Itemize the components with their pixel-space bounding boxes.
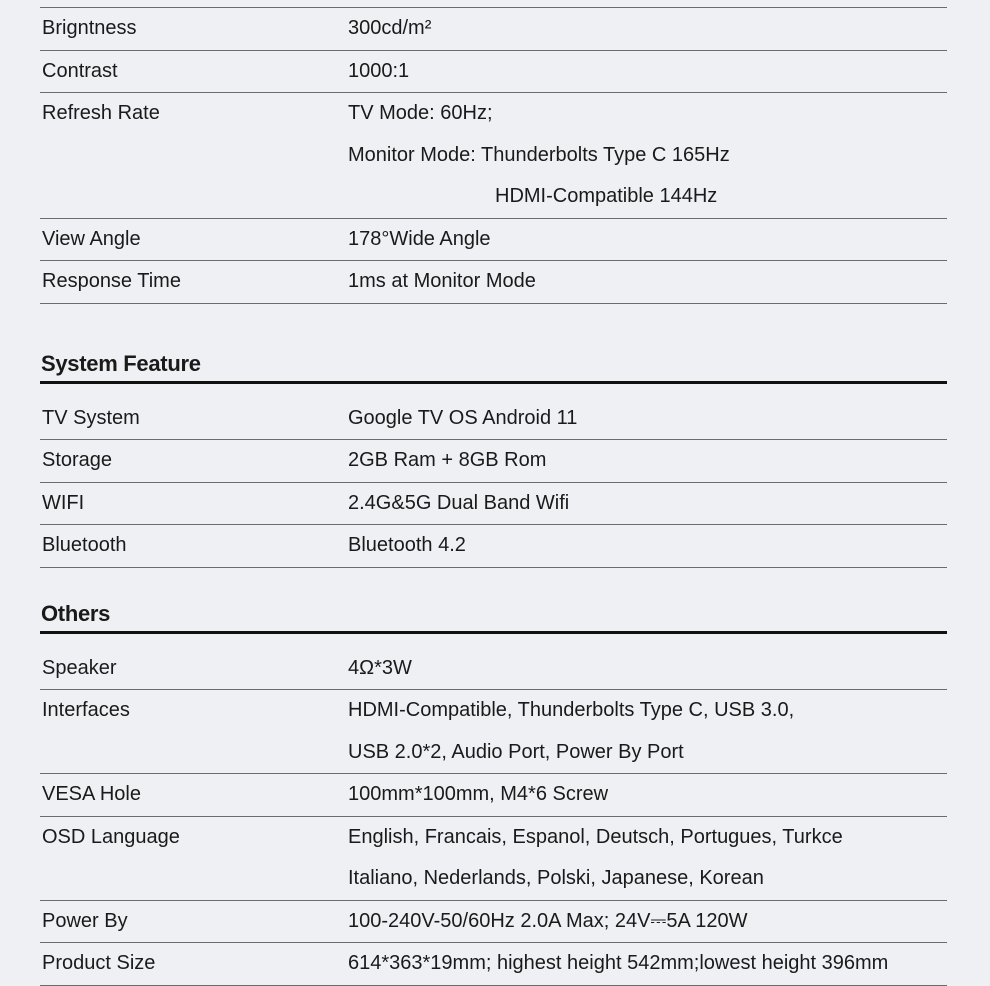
spec-values bbox=[348, 261, 947, 303]
spec-label: VESA Hole bbox=[42, 783, 141, 805]
spec-value: 614*363*19mm; highest height 542mm;lowest height 396mm bbox=[348, 952, 889, 974]
spec-value: 4Ω*3W bbox=[348, 656, 412, 679]
spec-row-product-size bbox=[40, 943, 947, 986]
spec-value: 178°Wide Angle bbox=[348, 227, 491, 250]
spec-value: TV Mode: 60Hz; bbox=[348, 102, 493, 124]
spec-value: 100-240V-50/60Hz 2.0A Max; 24V⎓5A 120W bbox=[348, 909, 748, 932]
spec-value: Italiano, Nederlands, Polski, Japanese, Korean bbox=[348, 867, 764, 889]
section-title-others: Others bbox=[40, 595, 947, 634]
spec-row-tv-system bbox=[40, 398, 947, 441]
spec-values bbox=[348, 483, 947, 525]
spec-label: TV System bbox=[42, 406, 140, 429]
spec-label: Refresh Rate bbox=[42, 102, 160, 124]
spec-values bbox=[348, 440, 947, 482]
spec-value: 100mm*100mm, M4*6 Screw bbox=[348, 783, 609, 805]
spec-row-speaker bbox=[40, 648, 947, 691]
spec-label: WIFI bbox=[42, 491, 85, 514]
spec-label: Bluetooth bbox=[42, 534, 127, 556]
spec-row-power-by bbox=[40, 901, 947, 944]
spec-row-view-angle bbox=[40, 219, 947, 262]
spec-value: USB 2.0*2, Audio Port, Power By Port bbox=[348, 740, 684, 763]
spec-value: HDMI-Compatible, Thunderbolts Type C, USB 3.0, bbox=[348, 699, 795, 721]
spec-value: Google TV OS Android 11 bbox=[348, 406, 578, 429]
spec-values bbox=[348, 51, 947, 93]
spec-values bbox=[348, 774, 947, 816]
spec-values bbox=[348, 690, 947, 773]
section-title-system-feature: System Feature bbox=[40, 345, 947, 384]
spec-label: Speaker bbox=[42, 656, 117, 679]
spec-values bbox=[348, 93, 947, 218]
spec-row-contrast bbox=[40, 51, 947, 94]
spec-values bbox=[348, 817, 947, 900]
spec-value: Bluetooth 4.2 bbox=[348, 534, 466, 556]
system-feature-table bbox=[40, 398, 947, 568]
spec-label: View Angle bbox=[42, 227, 141, 250]
spec-row-refresh-rate bbox=[40, 93, 947, 219]
spec-row-bluetooth bbox=[40, 525, 947, 568]
spec-value: 1ms at Monitor Mode bbox=[348, 270, 536, 292]
spec-values bbox=[348, 8, 947, 50]
spec-row-osd-language bbox=[40, 817, 947, 901]
spec-row-storage bbox=[40, 440, 947, 483]
display-spec-table bbox=[40, 8, 947, 304]
spec-values bbox=[348, 219, 947, 261]
spec-label: OSD Language bbox=[42, 825, 180, 848]
others-table bbox=[40, 648, 947, 986]
spec-row-wifi bbox=[40, 483, 947, 526]
spec-values bbox=[348, 648, 947, 690]
spec-label: Product Size bbox=[42, 952, 156, 974]
spec-label: Storage bbox=[42, 449, 113, 471]
spec-values bbox=[348, 901, 947, 943]
spec-sheet bbox=[40, 0, 947, 986]
spec-values bbox=[348, 525, 947, 567]
spec-label: Interfaces bbox=[42, 699, 130, 721]
spec-row-interfaces bbox=[40, 690, 947, 774]
spec-label: Contrast bbox=[42, 59, 118, 82]
spec-value: English, Francais, Espanol, Deutsch, Portugues, Turkce bbox=[348, 825, 843, 848]
spec-label: Brigntness bbox=[42, 17, 137, 39]
spec-value: HDMI-Compatible 144Hz bbox=[495, 185, 718, 207]
spec-label: Response Time bbox=[42, 270, 181, 292]
spec-value: 1000:1 bbox=[348, 59, 410, 82]
spec-value: 2GB Ram + 8GB Rom bbox=[348, 449, 547, 471]
spec-value: Monitor Mode: Thunderbolts Type C 165Hz bbox=[348, 143, 730, 166]
spec-values bbox=[348, 943, 947, 985]
spec-value: 2.4G&5G Dual Band Wifi bbox=[348, 491, 570, 514]
spec-row-response-time bbox=[40, 261, 947, 304]
spec-values bbox=[348, 398, 947, 440]
spec-row-brightness bbox=[40, 8, 947, 51]
spec-value: 300cd/m² bbox=[348, 17, 432, 39]
spec-row-vesa-hole bbox=[40, 774, 947, 817]
spec-label: Power By bbox=[42, 909, 128, 932]
